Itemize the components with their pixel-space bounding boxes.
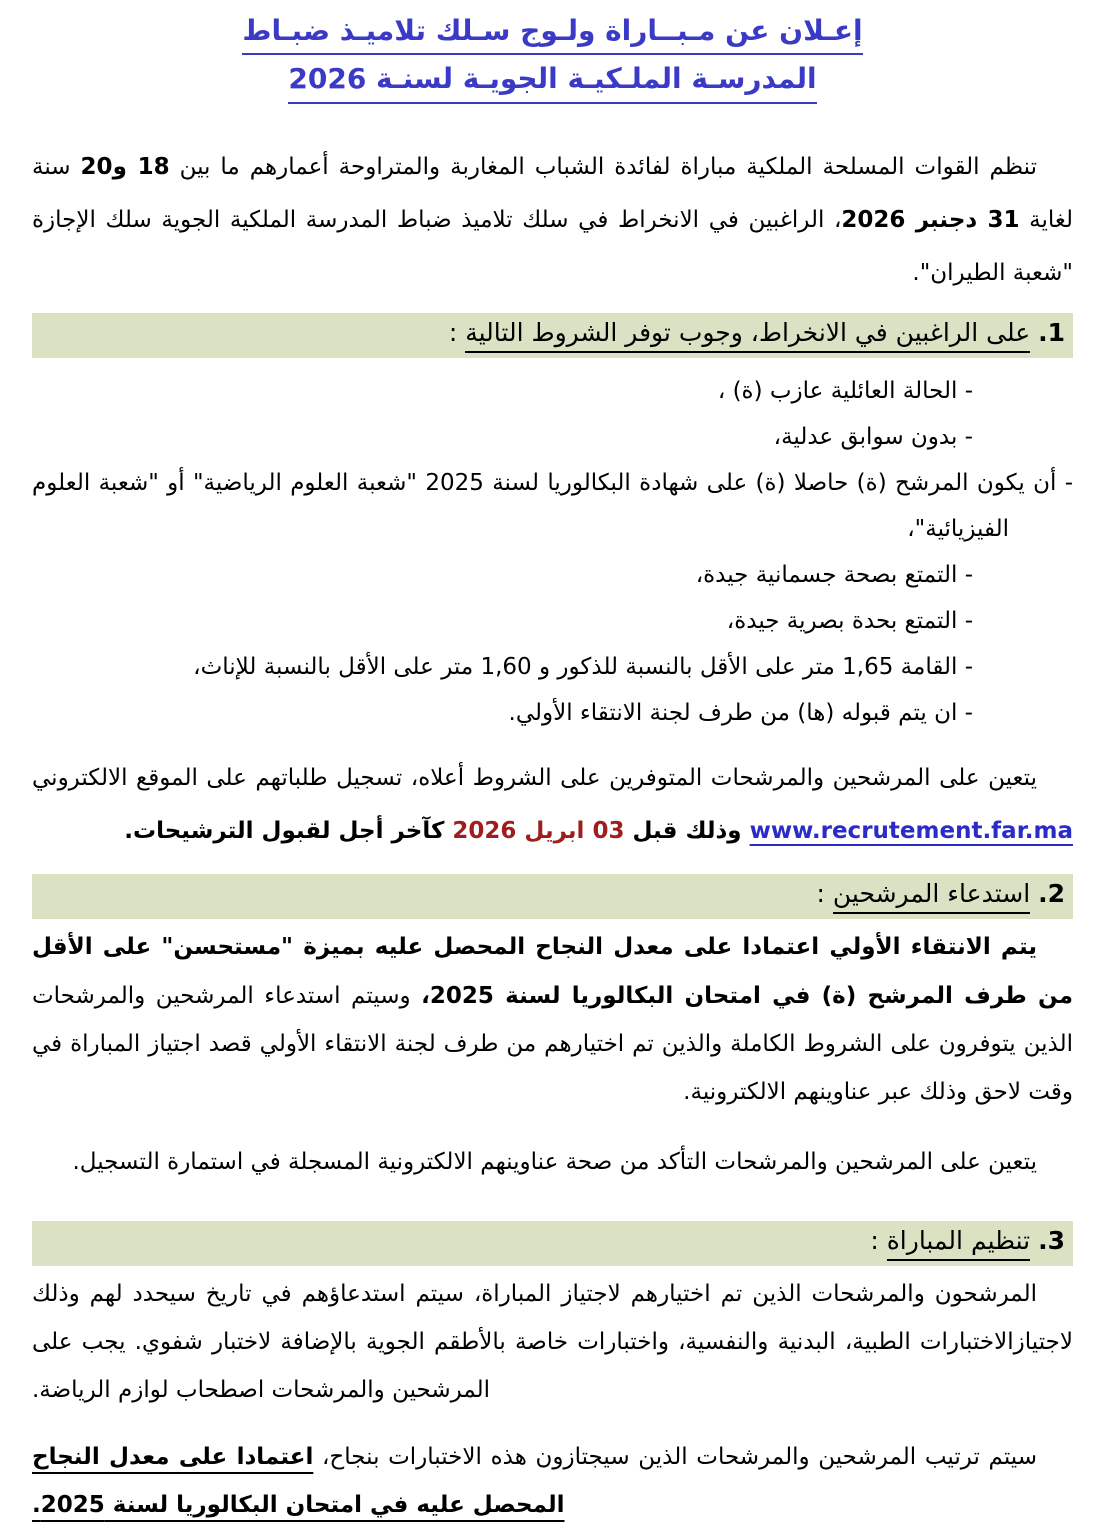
email-check-paragraph: يتعين على المرشحين والمرشحات التأكد من صحة عناوينهم الالكترونية المسجلة في استمارة التسجيل. [72,1149,1037,1176]
age-limit-date: 31 دجنبر 2026 [841,206,1020,233]
section-2-colon: : [816,879,833,909]
section-3-number: 3. [1038,1225,1065,1255]
ranking-paragraph [32,1433,1073,1529]
intro-text-3: ، الراغبين في الانخراط في سلك تلاميذ ضباط المدرسة الملكية الجوية سلك الإجازة "شعبة الطيران". [32,206,1073,286]
section-1-title: على الراغبين في الانخراط، وجوب توفر الشروط التالية [465,318,1030,353]
section-2-heading [32,874,1073,919]
ranking-criteria-bold: اعتمادا على معدل النجاح المحصل عليه في امتحان البكالوريا لسنة 2025. [32,1443,565,1518]
section-3-heading [32,1221,1073,1266]
intro-text-1: تنظم القوات المسلحة الملكية مباراة لفائدة الشباب المغاربة والمتراوحة أعمارهم ما بين [169,153,1038,180]
section-3-colon: : [870,1225,887,1255]
section-2-number: 2. [1038,879,1065,909]
registration-text-1: يتعين على المرشحين والمرشحات المتوفرين على الشروط أعلاه، تسجيل طلباتهم على الموقع الالكتروني [32,765,1037,792]
title-line-2: المدرسـة الملـكيـة الجويـة لسنـة 2026 [288,64,816,103]
recruitment-url-link[interactable]: www.recrutement.far.ma [749,818,1073,845]
condition-marital-status: - الحالة العائلية عازب (ة) ، [717,378,973,405]
title-line-1: إعـلان عن مـبــاراة ولـوج سـلك تلاميـذ ضبـاط [242,16,862,55]
section-1-number: 1. [1038,318,1065,348]
condition-height: - القامة 1,65 متر على الأقل بالنسبة للذكور و 1,60 متر على الأقل بالنسبة للإناث، [193,654,973,681]
condition-baccalaureate: - أن يكون المرشح (ة) حاصلا (ة) على شهادة البكالوريا لسنة 2025 "شعبة العلوم الرياضية" أو "شعبة العلوم الفيزيائية"، [32,470,1073,543]
intro-text-2: سنة لغاية [32,153,1073,233]
condition-criminal-record: - بدون سوابق عدلية، [773,424,973,451]
section-3-title: تنظيم المباراة [887,1226,1030,1261]
conditions-list [32,368,1073,736]
registration-text-3: كآخر أجل لقبول الترشيحات. [124,818,453,845]
selection-text: وسيتم استدعاء المرشحين والمرشحات الذين يتوفرون على الشروط الكاملة والذين تم اختيارهم من طرف لجنة الانتقاء الأولي قصد اجتياز المباراة في وقت لاحق وذلك عبر عناوينهم الالكترونية. [32,982,1073,1106]
intro-paragraph [32,141,1073,300]
registration-deadline-date: 03 ابريل 2026 [452,818,625,845]
section-1-colon: : [448,318,466,348]
section-2-title: استدعاء المرشحين [833,879,1030,914]
condition-visual-acuity: - التمتع بحدة بصرية جيدة، [726,608,973,635]
selection-criteria-bold: يتم الانتقاء الأولي اعتمادا على معدل النجاح المحصل عليه بميزة "مستحسن" على الأقل من طرف المرشح (ة) في امتحان البكالوريا لسنة 2025، [32,934,1073,1009]
document-title [32,16,1073,113]
section-1-heading [32,313,1073,358]
condition-committee-approval: - ان يتم قبوله (ها) من طرف لجنة الانتقاء الأولي. [508,700,973,727]
selection-paragraph [32,923,1073,1116]
age-range: 18 و20 [80,153,170,180]
condition-physical-health: - التمتع بصحة جسمانية جيدة، [695,562,973,589]
registration-text-2: وذلك قبل [624,818,750,845]
ranking-text: سيتم ترتيب المرشحين والمرشحات الذين سيجتازون هذه الاختبارات بنجاح، [313,1443,1037,1470]
exam-organization-paragraph: المرشحون والمرشحات الذين تم اختيارهم لاجتياز المباراة، سيتم استدعاؤهم في تاريخ سيحدد لهم وذلك لاجتيازالاختبارات الطبية، البدنية والنفسية، واختبارات خاصة بالأطقم الجوية بالإضافة لاختبار شفوي. يجب على المرشحين والمرشحات اصطحاب لوازم الرياضة. [32,1280,1073,1404]
registration-paragraph [32,752,1073,858]
